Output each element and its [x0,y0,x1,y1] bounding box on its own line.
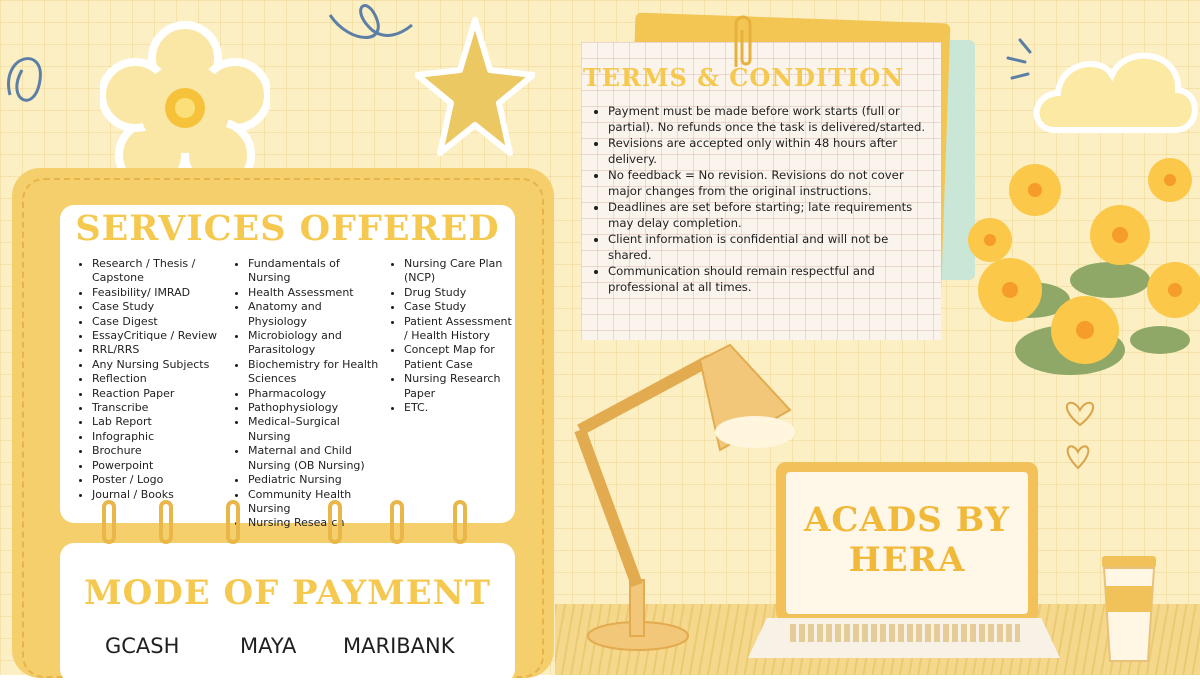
service-item: • Anatomy and Physiology [248,300,382,329]
cloud-icon [1030,35,1200,145]
terms-list [590,103,935,295]
service-item: • Lab Report [92,415,226,429]
service-item: • RRL/RRS [92,343,226,357]
service-item: • Nursing Care Plan (NCP) [404,257,513,286]
service-item: • Research / Thesis / Capstone [92,257,226,286]
service-item: • Microbiology and Parasitology [248,329,382,358]
service-item: • Case Digest [92,315,226,329]
binder-rings [96,500,476,560]
service-item: • Feasibility/ IMRAD [92,286,226,300]
binder-ring [159,500,173,544]
service-item: • Pharmacology [248,387,382,401]
service-item: • Fundamentals of Nursing [248,257,382,286]
desk-lamp-icon [560,340,800,660]
binder-ring [328,500,342,544]
payment-method-maribank: MARIBANK [343,634,455,658]
binder-ring [102,500,116,544]
flower-bouquet-icon [960,150,1200,400]
terms-item: • Deadlines are set before starting; late requirements may delay completion. [608,199,935,231]
service-item: • Case Study [404,300,513,314]
payment-method-maya: MAYA [240,634,297,658]
terms-item: • No feedback = No revision. Revisions do not cover major changes from the original instructions. [608,167,935,199]
squiggle-top-icon [330,6,412,38]
service-item: • Pathophysiology [248,401,382,415]
service-item: • Transcribe [92,401,226,415]
binder-ring [390,500,404,544]
service-item: • Community Health Nursing [248,488,382,517]
service-item: • ETC. [404,401,513,415]
payment-title: MODE OF PAYMENT [83,573,492,613]
service-item: • Pediatric Nursing [248,473,382,487]
service-item: • Brochure [92,444,226,458]
service-item: • Powerpoint [92,459,226,473]
terms-item: • Payment must be made before work starts (full or partial). No refunds once the task is delivered/started. [608,103,935,135]
services-column-2 [232,257,382,531]
sparkle-lines-icon [1008,40,1030,78]
service-item: • EssayCritique / Review [92,329,226,343]
terms-item: • Client information is confidential and will not be shared. [608,231,935,263]
laptop-keys [790,624,1020,642]
service-item: • Maternal and Child Nursing (OB Nursing) [248,444,382,473]
services-column-3 [388,257,513,415]
service-item: • Journal / Books [92,488,226,502]
service-item: • Reflection [92,372,226,386]
service-item: • Any Nursing Subjects [92,358,226,372]
binder-ring [453,500,467,544]
binder-ring [226,500,240,544]
service-item: • Reaction Paper [92,387,226,401]
service-item: • Patient Assessment / Health History [404,315,513,344]
terms-title: TERMS & CONDITION [582,63,905,92]
payment-card [60,543,515,683]
service-item: • Drug Study [404,286,513,300]
service-item: • Biochemistry for Health Sciences [248,358,382,387]
service-item: • Nursing Research Paper [404,372,513,401]
terms-item: • Revisions are accepted only within 48 hours after delivery. [608,135,935,167]
service-item: • Nursing Research [248,516,382,530]
squiggle-left-icon [9,59,41,101]
coffee-cup-icon [1096,556,1162,666]
star-icon [415,15,535,160]
service-item: • Poster / Logo [92,473,226,487]
service-item: • Health Assessment [248,286,382,300]
services-title: SERVICES OFFERED [75,208,500,249]
services-column-1 [76,257,226,502]
service-item: • Medical–Surgical Nursing [248,415,382,444]
brand-title: ACADS BY HERA [803,500,1011,580]
terms-item: • Communication should remain respectful and professional at all times. [608,263,935,295]
payment-method-gcash: GCASH [105,634,180,658]
heart-icon [1050,390,1110,480]
service-item: • Case Study [92,300,226,314]
service-item: • Infographic [92,430,226,444]
service-item: • Concept Map for Patient Case [404,343,513,372]
